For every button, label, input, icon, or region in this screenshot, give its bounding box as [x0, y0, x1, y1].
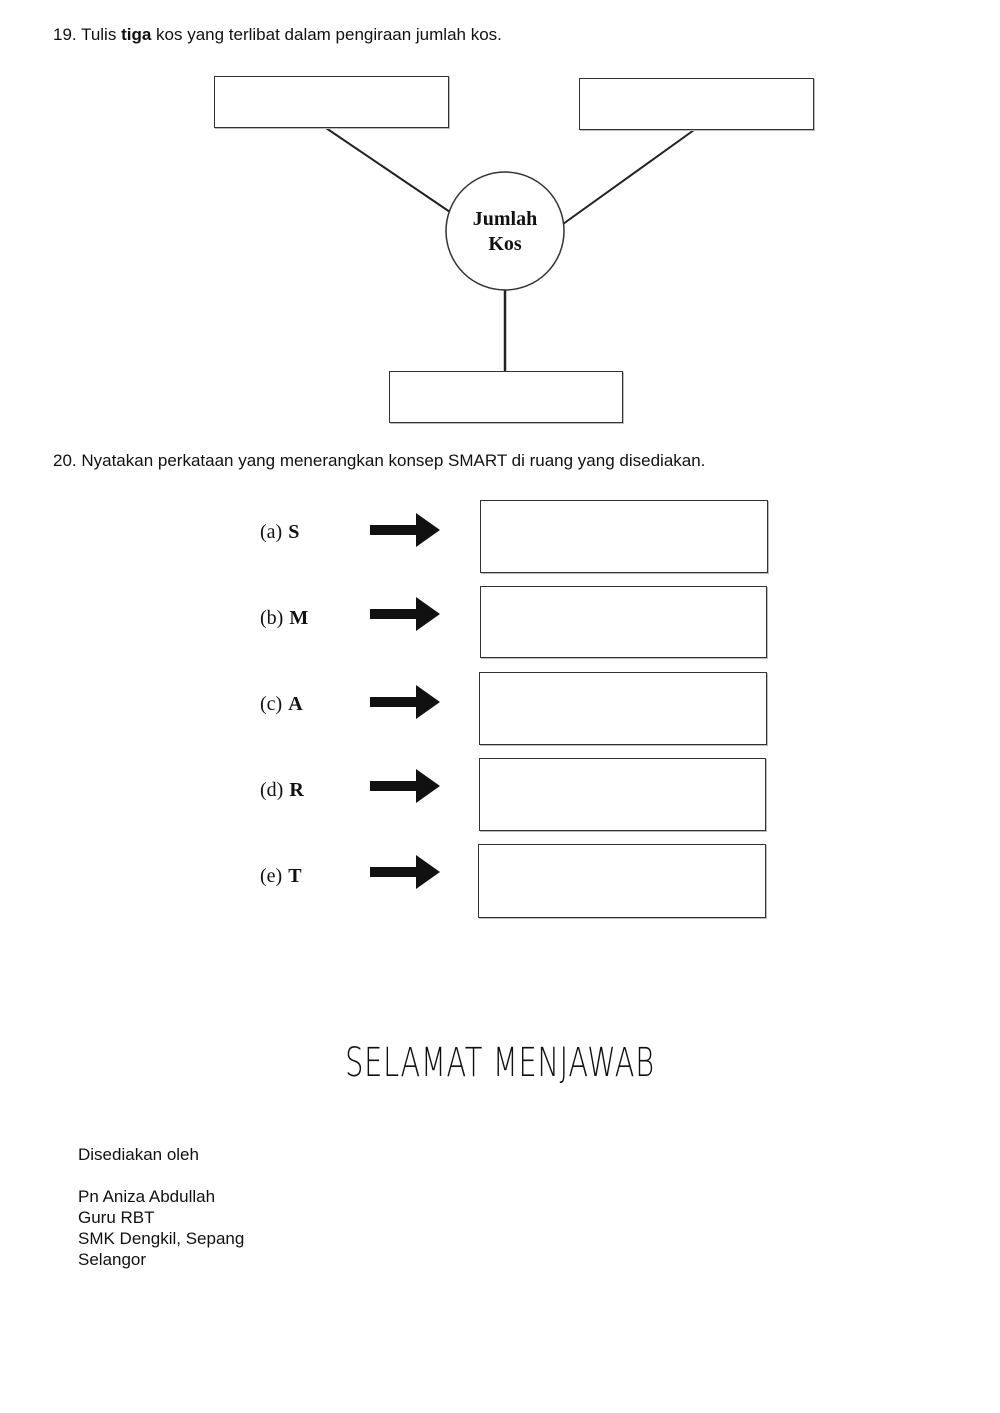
answer-input-m[interactable]: [481, 587, 766, 657]
closing-message: SELAMAT MENJAWAB: [345, 1040, 655, 1086]
right-arrow-icon: [368, 767, 442, 805]
question-19-text: 19. Tulis tiga kos yang terlibat dalam pengiraan jumlah kos.: [53, 25, 502, 44]
credits-prepared-by: Disediakan oleh: [78, 1145, 199, 1164]
bold-word: tiga: [121, 25, 152, 44]
answer-box-r[interactable]: [479, 758, 766, 831]
connector-line-right: [563, 130, 694, 224]
answer-box-bottom[interactable]: [389, 371, 623, 423]
right-arrow-icon: [368, 683, 442, 721]
answer-box-t[interactable]: [478, 844, 766, 918]
credits-role: Guru RBT: [78, 1208, 155, 1227]
answer-input-s[interactable]: [481, 501, 767, 572]
credits-school: SMK Dengkil, Sepang: [78, 1229, 245, 1248]
question-20-text: 20. Nyatakan perkataan yang menerangkan konsep SMART di ruang yang disediakan.: [53, 451, 706, 470]
right-arrow-icon: [368, 595, 442, 633]
answer-input-cost-2[interactable]: [580, 79, 813, 129]
smart-label-r: (d) R: [260, 779, 304, 801]
answer-box-s[interactable]: [480, 500, 768, 573]
smart-label-t: (e) T: [260, 865, 302, 887]
smart-label-m: (b) M: [260, 607, 309, 629]
smart-label-a: (c) A: [260, 693, 303, 715]
credits-state: Selangor: [78, 1250, 147, 1269]
smart-label-s: (a) S: [260, 521, 300, 543]
right-arrow-icon: [368, 511, 442, 549]
answer-box-m[interactable]: [480, 586, 767, 658]
answer-input-t[interactable]: [479, 845, 765, 917]
center-circle-label: Jumlah Kos: [472, 208, 538, 255]
connector-line-left: [326, 128, 450, 212]
answer-input-cost-3[interactable]: [390, 372, 622, 422]
answer-box-top-right[interactable]: [579, 78, 814, 130]
answer-box-a[interactable]: [479, 672, 767, 745]
answer-input-r[interactable]: [480, 759, 765, 830]
right-arrow-icon: [368, 853, 442, 891]
answer-box-top-left[interactable]: [214, 76, 449, 128]
answer-input-a[interactable]: [480, 673, 766, 744]
credits-name: Pn Aniza Abdullah: [78, 1187, 216, 1206]
answer-input-cost-1[interactable]: [215, 77, 448, 127]
